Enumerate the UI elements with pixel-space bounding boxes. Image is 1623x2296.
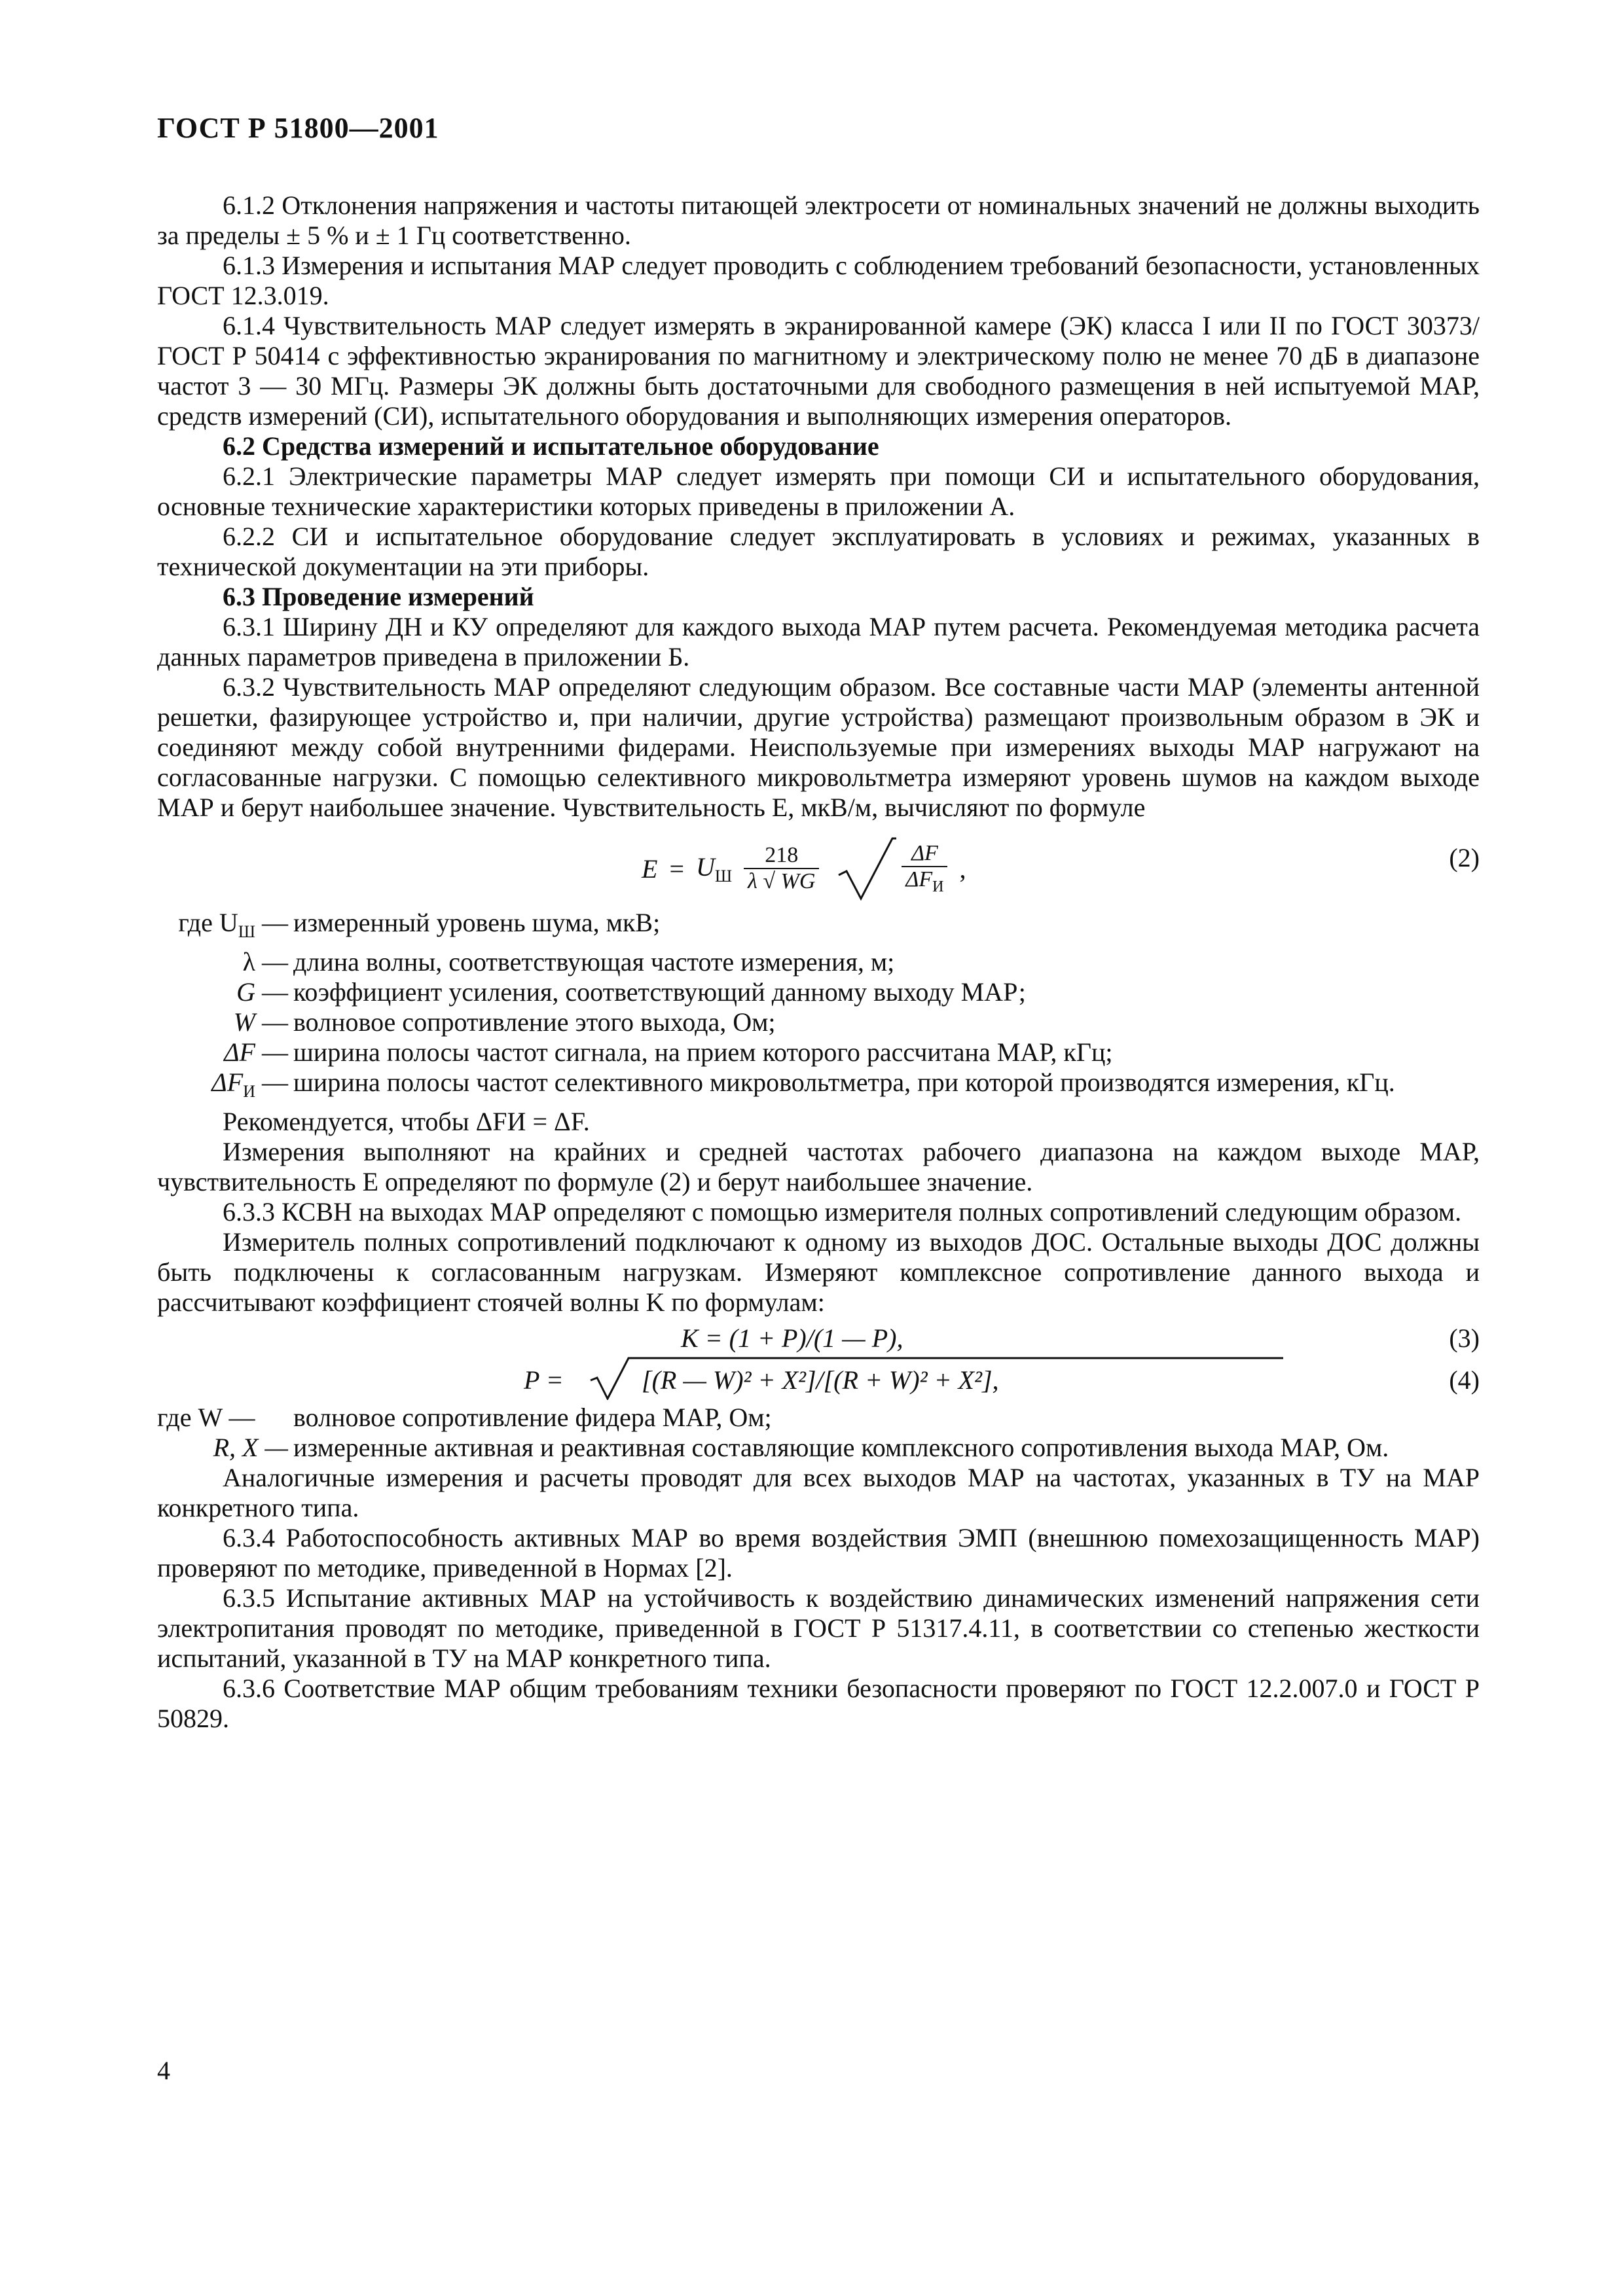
definition-symbol: W xyxy=(233,1007,255,1037)
formula-2-u-sub: Ш xyxy=(714,866,733,886)
definition-symbol-sub: И xyxy=(243,1082,255,1101)
sqrt-sign-icon xyxy=(837,836,896,901)
formula-2-root-denominator: ΔF xyxy=(905,867,933,892)
definition-text: волновое сопротивление фидера МАР, Ом; xyxy=(293,1403,772,1432)
page-number: 4 xyxy=(157,2056,170,2085)
formula-4-text: [(R — W)² + X²]/[(R + W)² + X²], xyxy=(642,1365,999,1395)
definition-symbol: ΔF xyxy=(211,1067,244,1097)
definition-g xyxy=(157,977,1480,1007)
paragraph-6-1-3: 6.1.3 Измерения и испытания МАР следует проводить с соблюдением требований безопасности, установленных ГОСТ 12.3.019. xyxy=(157,251,1480,310)
paragraph-6-1-2: 6.1.2 Отклонения напряжения и частоты питающей электросети от номинальных значений не должны выходить за пределы ± 5 % и ± 1 Гц соответственно. xyxy=(157,190,1480,250)
paragraph-6-3-6: 6.3.6 Соответствие МАР общим требованиям техники безопасности проверяют по ГОСТ 12.2.007.0 и ГОСТ Р 50829. xyxy=(157,1674,1480,1733)
definition-text: длина волны, соответствующая частоте измерения, м; xyxy=(293,947,895,977)
definition-lambda xyxy=(157,947,1480,977)
definition-r-x xyxy=(157,1433,1480,1463)
definition-symbol-sub: Ш xyxy=(238,922,255,941)
formula-2-denominator: λ √ WG xyxy=(748,869,816,893)
definition-text: ширина полосы частот сигнала, на прием которого рассчитана МАР, кГц; xyxy=(293,1037,1113,1067)
paragraph-6-3-3: 6.3.3 КСВН на выходах МАР определяют с помощью измерителя полных сопротивлений следующим образом. xyxy=(223,1197,1462,1227)
recommendation: Рекомендуется, чтобы ΔFИ = ΔF. xyxy=(223,1107,590,1136)
formula-3-text: K = (1 + P)/(1 — P), xyxy=(681,1323,903,1353)
formula-2-root-denominator-sub: И xyxy=(932,878,944,895)
definition-symbol: R, X — xyxy=(213,1433,288,1462)
definition-symbol: λ xyxy=(242,947,255,977)
definitions-list-1 xyxy=(157,908,1480,1107)
definition-symbol: G xyxy=(236,977,255,1007)
definition-u xyxy=(157,908,1480,947)
definition-dash: — xyxy=(255,947,288,977)
section-heading-6-2: 6.2 Средства измерений и испытательное оборудование xyxy=(223,431,879,461)
formula-2-fraction xyxy=(744,843,819,894)
paragraph-6-1-4: 6.1.4 Чувствительность МАР следует измерять в экранированной камере (ЭК) класса I или II по ГОСТ 30373/ГОСТ Р 50414 с эффективностью экранирования по магнитному и электрическому полю не менее 70 дБ в диапазоне частот 3 — 30 МГц. Размеры ЭК должны быть достаточными для свободного размещения в ней испытуемой МАР, средств измерений (СИ), испытательного оборудования и выполняющих измерения операторов. xyxy=(157,311,1480,431)
paragraph-6-3-3-cont: Измеритель полных сопротивлений подключают к одному из выходов ДОС. Остальные выходы ДОС должны быть подключены к согласованным нагрузкам. Измеряют комплексное сопротивление данного выхода и рассчитывают коэффициент стоячей волны K по формулам: xyxy=(157,1227,1480,1317)
formula-4 xyxy=(157,1357,1480,1403)
definition-w xyxy=(157,1007,1480,1037)
formula-2-lhs: E xyxy=(642,853,658,884)
paragraph-6-3-5: 6.3.5 Испытание активных МАР на устойчивость к воздействию динамических изменений напряжения сети электропитания проводят по методике, приведенной в ГОСТ Р 51317.4.11, в соответствии со степенью жесткости испытаний, указанной в ТУ на МАР конкретного типа. xyxy=(157,1583,1480,1673)
paragraph-6-3-2-cont: Измерения выполняют на крайних и средней частотах рабочего диапазона на каждом выходе МАР, чувствительность E определяют по формуле (2) и берут наибольшее значение. xyxy=(157,1137,1480,1196)
formula-3 xyxy=(157,1318,1480,1357)
definition-symbol: где U xyxy=(178,908,238,937)
definition-text: ширина полосы частот селективного микровольтметра, при которой производятся измерения, кГц. xyxy=(293,1067,1395,1097)
definition-dash: — xyxy=(255,1007,288,1037)
paragraph-6-3-3-end: Аналогичные измерения и расчеты проводят для всех выходов МАР на частотах, указанных в ТУ на МАР конкретного типа. xyxy=(157,1463,1480,1522)
definition-dash: — xyxy=(255,977,288,1007)
formula-2-number: (2) xyxy=(1449,843,1480,872)
definition-w-feeder xyxy=(157,1403,1480,1433)
formula-2-numerator: 218 xyxy=(744,843,819,869)
definition-text: измеренные активная и реактивная составляющие комплексного сопротивления выхода МАР, Ом. xyxy=(293,1433,1389,1462)
definition-dash: — xyxy=(255,1037,288,1067)
paragraph-6-3-4: 6.3.4 Работоспособность активных МАР во время воздействия ЭМП (внешнюю помехозащищенность МАР) проверяют по методике, приведенной в Нормах [2]. xyxy=(157,1523,1480,1583)
paragraph-6-2-2: 6.2.2 СИ и испытательное оборудование следует эксплуатировать в условиях и режимах, указанных в технической документации на эти приборы. xyxy=(157,522,1480,581)
paragraph-6-3-1: 6.3.1 Ширину ДН и КУ определяют для каждого выхода МАР путем расчета. Рекомендуемая методика расчета данных параметров приведена в приложении Б. xyxy=(157,612,1480,672)
formula-4-lhs: P = xyxy=(524,1365,564,1395)
definition-delta-f xyxy=(157,1037,1480,1067)
section-heading-6-3: 6.3 Проведение измерений xyxy=(223,582,534,611)
document-page xyxy=(157,98,1480,1734)
definitions-list-2 xyxy=(157,1403,1480,1463)
definition-dash: — xyxy=(255,908,288,937)
formula-2-root-fraction xyxy=(902,841,947,896)
definition-text: измеренный уровень шума, мкВ; xyxy=(293,908,661,937)
definition-text: коэффициент усиления, соответствующий данному выходу МАР; xyxy=(293,977,1026,1007)
formula-2-root-numerator: ΔF xyxy=(902,841,947,867)
paragraph-6-2-1: 6.2.1 Электрические параметры МАР следует измерять при помощи СИ и испытательного оборудования, основные технические характеристики которых приведены в приложении А. xyxy=(157,461,1480,521)
formula-4-number: (4) xyxy=(1449,1365,1480,1395)
document-header: ГОСТ Р 51800—2001 xyxy=(157,112,439,144)
paragraph-6-3-2: 6.3.2 Чувствительность МАР определяют следующим образом. Все составные части МАР (элементы антенной решетки, фазирующее устройство и, при наличии, другие устройства) размещают произвольным образом в ЭК и соединяют между собой внутренними фидерами. Неиспользуемые при измерениях выходы МАР нагружают на согласованные нагрузки. С помощью селективного микровольтметра измеряют уровень шумов на каждом выходе МАР и берут наибольшее значение. Чувствительность E, мкВ/м, вычисляют по формуле xyxy=(157,672,1480,822)
formula-3-number: (3) xyxy=(1449,1323,1480,1353)
definition-dash: — xyxy=(255,1067,288,1097)
definition-delta-f-i xyxy=(157,1067,1480,1107)
formula-2: E = $U_Ш$ $\frac{218}{\lambda √ WG}$ $\frac{\Delta F}{\Delta F_И}$ , (2) xyxy=(157,823,1480,908)
formula-2-u: U xyxy=(696,852,715,882)
definition-text: волновое сопротивление этого выхода, Ом; xyxy=(293,1007,776,1037)
definition-symbol: ΔF xyxy=(224,1037,255,1067)
definition-symbol: где W — xyxy=(157,1403,255,1432)
